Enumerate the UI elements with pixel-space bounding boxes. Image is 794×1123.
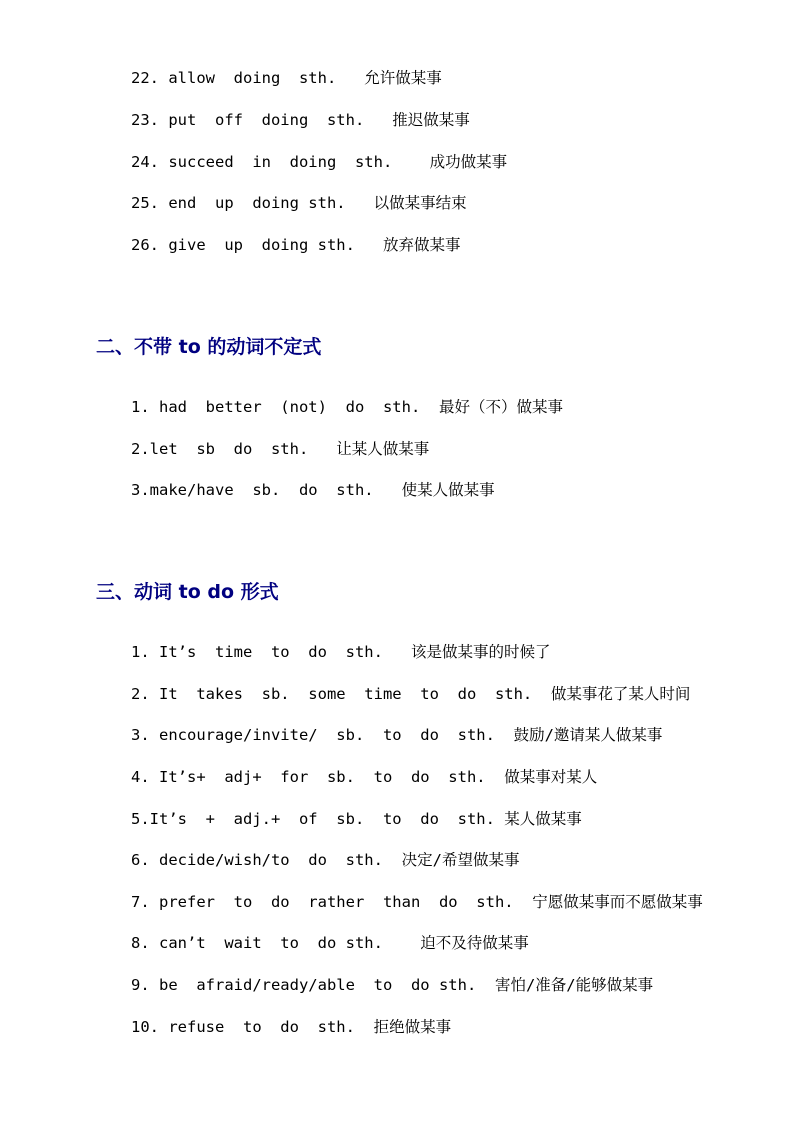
list-item: 10. refuse to do sth. 拒绝做某事 — [131, 1018, 452, 1036]
list-item: 5.It’s + adj.+ of sb. to do sth. 某人做某事 — [131, 810, 582, 828]
list-item: 3. encourage/invite/ sb. to do sth. 鼓励/邀请某人做某事 — [131, 726, 663, 744]
list-item: 7. prefer to do rather than do sth. 宁愿做某事而不愿做某事 — [131, 893, 703, 911]
list-item: 4. It’s+ adj+ for sb. to do sth. 做某事对某人 — [131, 768, 598, 786]
list-item: 9. be afraid/ready/able to do sth. 害怕/准备/能够做某事 — [131, 976, 654, 994]
list-item: 2. It takes sb. some time to do sth. 做某事花了某人时间 — [131, 685, 691, 703]
list-item: 1. had better (not) do sth. 最好（不）做某事 — [131, 398, 563, 416]
list-item: 25. end up doing sth. 以做某事结束 — [131, 194, 467, 212]
list-item: 22. allow doing sth. 允许做某事 — [131, 69, 442, 87]
list-item: 26. give up doing sth. 放弃做某事 — [131, 236, 461, 254]
list-item: 8. can’t wait to do sth. 迫不及待做某事 — [131, 934, 529, 952]
list-item: 23. put off doing sth. 推迟做某事 — [131, 111, 470, 129]
list-item: 1. It’s time to do sth. 该是做某事的时候了 — [131, 643, 551, 661]
section-heading-to-do-form: 三、动词 to do 形式 — [96, 581, 279, 603]
list-item: 3.make/have sb. do sth. 使某人做某事 — [131, 481, 495, 499]
list-item: 2.let sb do sth. 让某人做某事 — [131, 440, 430, 458]
list-item: 6. decide/wish/to do sth. 决定/希望做某事 — [131, 851, 520, 869]
list-item: 24. succeed in doing sth. 成功做某事 — [131, 153, 508, 171]
section-heading-infinitive-without-to: 二、不带 to 的动词不定式 — [96, 336, 322, 358]
